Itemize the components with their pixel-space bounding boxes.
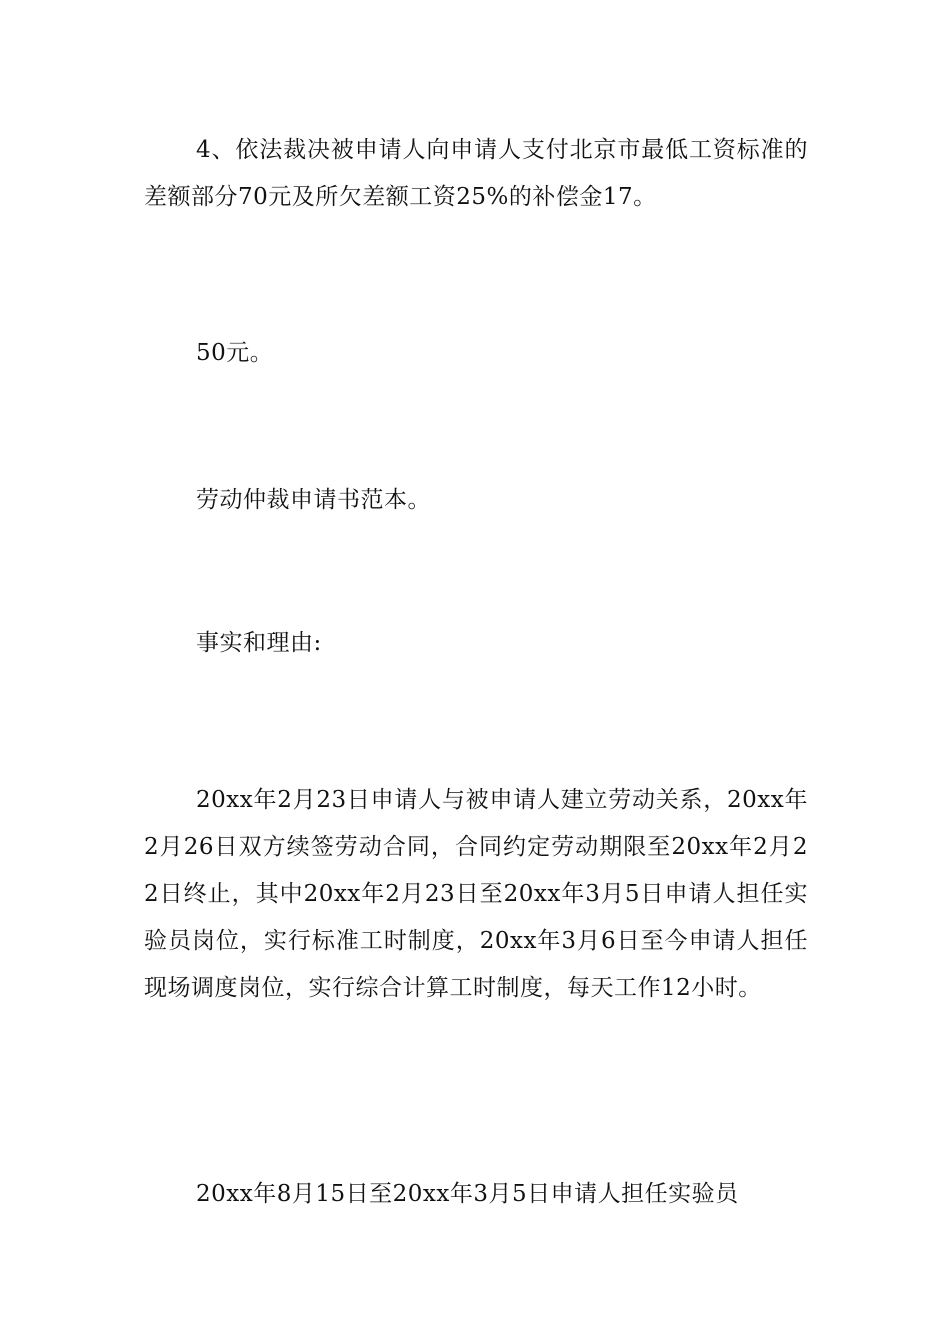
section-heading-facts: 事实和理由: (196, 630, 322, 656)
paragraph-title: 劳动仲裁申请书范本。 (196, 487, 431, 513)
paragraph-facts-1: 20xx年2月23日申请人与被申请人建立劳动关系，20xx年2月26日双方续签劳动合同，合同约定劳动期限至20xx年2月22日终止，其中20xx年2月23日至20xx年3月5日申请人担任实验员岗位，实行标准工时制度，20xx年3月6日至今申请人担任现场调度岗位，实行综合计算工时制度，每天工作12小时。 (144, 787, 808, 1001)
paragraph-amount: 50元。 (196, 340, 274, 366)
paragraph-claim-4: 4、依法裁决被申请人向申请人支付北京市最低工资标准的差额部分70元及所欠差额工资25%的补偿金17。 (144, 137, 808, 210)
paragraph-facts-2: 20xx年8月15日至20xx年3月5日申请人担任实验员 (196, 1181, 739, 1207)
